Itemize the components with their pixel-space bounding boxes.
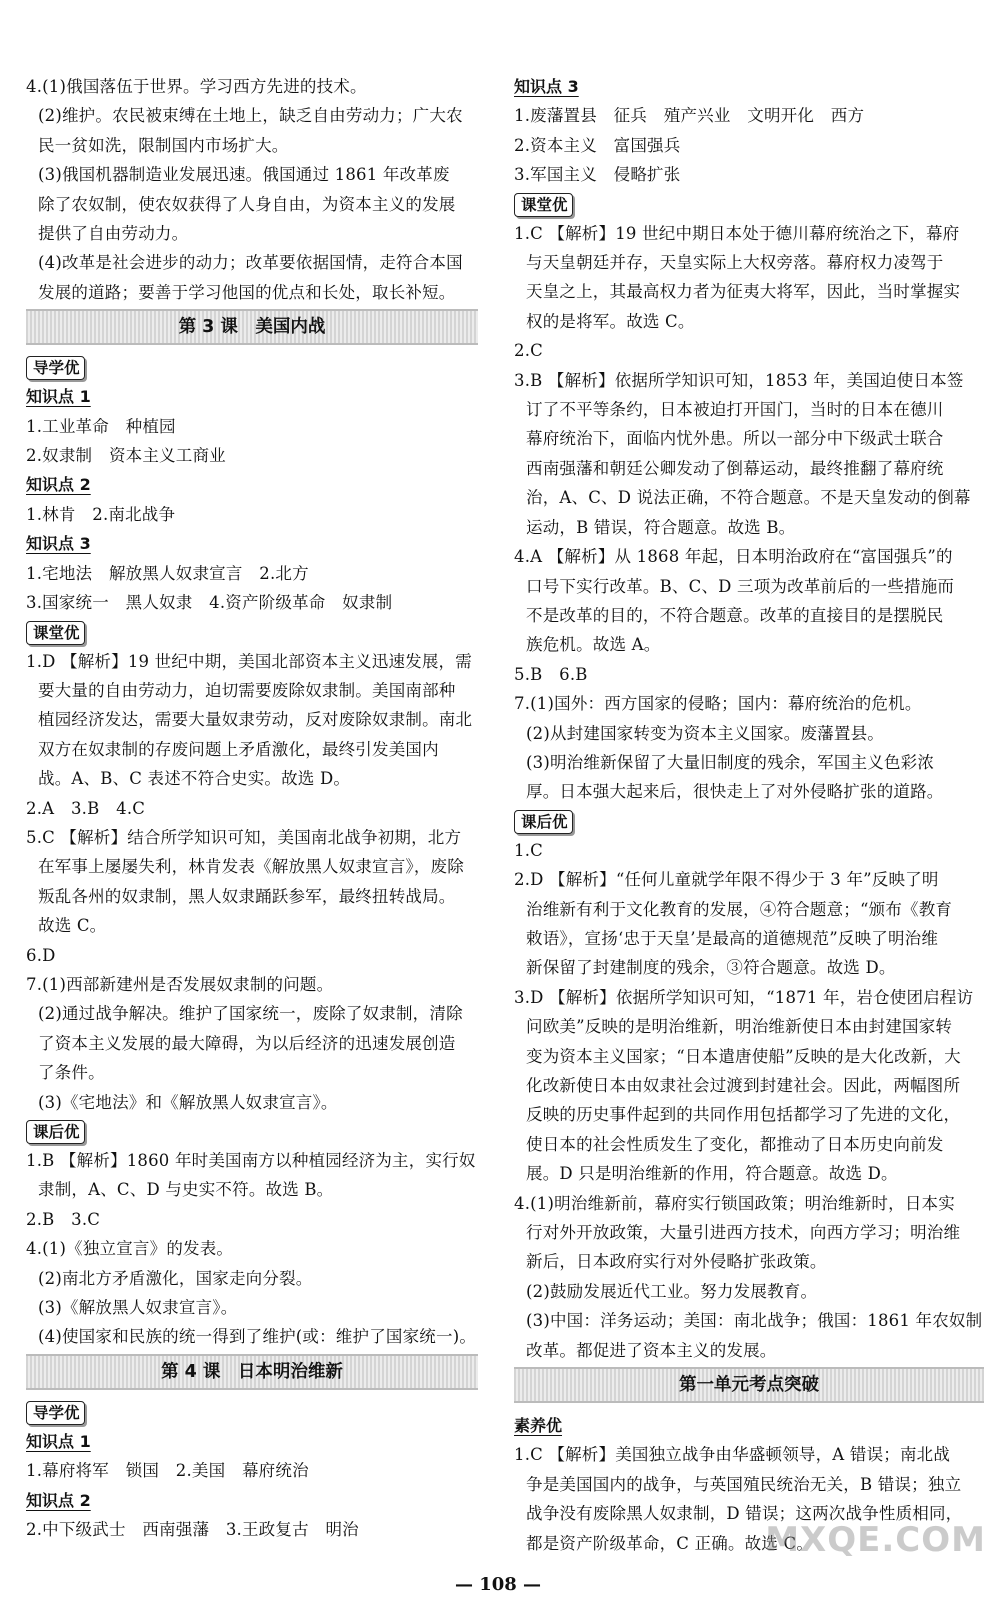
section-badge-daoxue: 导学优 xyxy=(26,1401,85,1425)
answer-line: 4.(1)明治维新前，幕府实行锁国政策；明治维新时，日本实 xyxy=(514,1193,955,1213)
section-badge-kehou-wrap xyxy=(26,1117,478,1146)
answer-line: 7.(1)西部新建州是否发展奴隶制的问题。 xyxy=(26,974,334,994)
answer-line: 1.C 【解析】美国独立战争由华盛顿领导，A 错误；南北战 xyxy=(514,1445,951,1465)
section-badge-ketang-wrap xyxy=(514,190,984,219)
answer-line: 4.A 【解析】从 1868 年起，日本明治政府在“富国强兵”的 xyxy=(514,547,953,567)
answer-line: 4.(1)《独立宣言》的发表。 xyxy=(26,1239,234,1259)
answer-line: (3)明治维新保留了大量旧制度的残余，军国主义色彩浓 xyxy=(526,752,935,772)
answer-line: 化改新使日本由奴隶社会过渡到封建社会。因此，两幅图所 xyxy=(526,1076,961,1095)
answer-line: 6.D xyxy=(26,945,56,965)
answer-line: (3)《宅地法》和《解放黑人奴隶宣言》。 xyxy=(38,1092,338,1112)
section-badge-daoxue-wrap xyxy=(26,353,478,382)
answer-line: 1.B 【解析】1860 年时美国南方以种植园经济为主，实行奴 xyxy=(26,1151,476,1170)
answer-line: 战争没有废除黑人奴隶制，D 错误；这两次战争性质相同， xyxy=(526,1504,963,1524)
right-column xyxy=(514,72,984,1558)
answer-line: 故选 C。 xyxy=(38,916,107,936)
lesson-title-banner: 第 3 课 美国内战 xyxy=(26,309,478,345)
answer-line: 行对外开放政策，大量引进西方技术，向西方学习；明治维 xyxy=(526,1223,961,1243)
answer-line: 2.奴隶制 资本主义工商业 xyxy=(26,446,226,466)
answer-line: 2.C xyxy=(514,341,543,361)
answer-line: 1.宅地法 解放黑人奴隶宣言 2.北方 xyxy=(26,563,309,583)
answer-line: 2.资本主义 富国强兵 xyxy=(514,135,681,155)
answer-line: 发展的道路；要善于学习他国的优点和长处，取长补短。 xyxy=(38,282,456,302)
answer-line: 1.C xyxy=(514,840,543,860)
section-badge-kehou: 课后优 xyxy=(26,1120,85,1144)
answer-line: 展。D 只是明治维新的作用，符合题意。故选 D。 xyxy=(526,1164,898,1184)
page-number: — 108 — xyxy=(454,1574,542,1595)
knowledge-point-heading: 知识点 3 xyxy=(26,534,91,554)
answer-line: (2)从封建国家转变为资本主义国家。废藩置县。 xyxy=(526,723,884,743)
answer-line: 幕府统治下，面临内忧外患。所以一部分中下级武士联合 xyxy=(526,429,944,449)
answer-line: 族危机。故选 A。 xyxy=(526,635,661,655)
knowledge-point-heading: 知识点 1 xyxy=(26,1431,91,1451)
knowledge-point-heading: 知识点 3 xyxy=(514,77,579,96)
answer-line: (4)改革是社会进步的动力；改革要依据国情，走符合本国 xyxy=(38,253,463,273)
answer-line: 使日本的社会性质发生了变化，都推动了日本历史向前发 xyxy=(526,1134,944,1154)
section-badge-ketang-wrap xyxy=(26,618,478,647)
answer-line: 1.C 【解析】19 世纪中期日本处于德川幕府统治之下，幕府 xyxy=(514,223,960,243)
answer-line: 3.B 【解析】依据所学知识可知，1853 年，美国迫使日本签 xyxy=(514,370,964,390)
answer-line: 2.A 3.B 4.C xyxy=(26,798,146,818)
knowledge-point-heading: 知识点 2 xyxy=(26,1490,91,1510)
knowledge-point-heading: 知识点 2 xyxy=(26,475,91,495)
answer-line: 了条件。 xyxy=(38,1063,105,1083)
answer-line: (4)使国家和民族的统一得到了维护(或：维护了国家统一)。 xyxy=(38,1327,477,1347)
answer-line: 3.国家统一 黑人奴隶 4.资产阶级革命 奴隶制 xyxy=(26,593,393,613)
answer-line: 提供了自由劳动力。 xyxy=(38,224,189,244)
answer-line: 隶制，A、C、D 与史实不符。故选 B。 xyxy=(38,1180,334,1200)
answer-line: (2)维护。农民被束缚在土地上，缺乏自由劳动力；广大农 xyxy=(38,106,463,126)
answer-line: 问欧美”反映的是明治维新，明治维新使日本由封建国家转 xyxy=(526,1017,953,1037)
section-label-suyang: 素养优 xyxy=(514,1416,563,1436)
answer-line: 3.D 【解析】依据所学知识可知，“1871 年，岩仓使团启程访 xyxy=(514,987,974,1007)
answer-line: 1.林肯 2.南北战争 xyxy=(26,504,176,524)
answer-line: 都是资产阶级革命，C 正确。故选 C。 xyxy=(526,1533,814,1553)
answer-line: 2.D 【解析】“任何儿童就学年限不得少于 3 年”反映了明 xyxy=(514,870,939,890)
answer-line: 权的是将军。故选 C。 xyxy=(526,311,695,331)
answer-line: (2)南北方矛盾激化，国家走向分裂。 xyxy=(38,1268,313,1288)
answer-line: (3)中国：洋务运动；美国：南北战争；俄国：1861 年农奴制 xyxy=(526,1311,983,1331)
answer-line: 反映的历史事件起到的共同作用包括都学习了先进的文化， xyxy=(526,1105,961,1125)
answer-line: 治，A、C、D 说法正确，不符合题意。不是天皇发动的倒幕 xyxy=(526,488,971,508)
answer-line: 1.工业革命 种植园 xyxy=(26,416,176,436)
answer-line: 改革。都促进了资本主义的发展。 xyxy=(526,1340,777,1360)
answer-line: 在军事上屡屡失利，林肯发表《解放黑人奴隶宣言》，废除 xyxy=(38,857,464,877)
answer-line: 2.中下级武士 西南强藩 3.王政复古 明治 xyxy=(26,1520,359,1540)
answer-line: 敕语》，宣扬‘忠于天皇’是最高的道德规范”反映了明治维 xyxy=(526,928,939,948)
section-badge-daoxue: 导学优 xyxy=(26,356,85,380)
answer-line: 2.B 3.C xyxy=(26,1209,101,1229)
answer-line: 与天皇朝廷并存，天皇实际上大权旁落。幕府权力凌驾于 xyxy=(526,253,944,273)
section-badge-ketang: 课堂优 xyxy=(514,193,573,217)
answer-line: (2)通过战争解决。维护了国家统一，废除了奴隶制，清除 xyxy=(38,1004,463,1024)
watermark: MXQE.COM xyxy=(765,1520,986,1560)
answer-line: 植园经济发达，需要大量奴隶劳动，反对废除奴隶制。南北 xyxy=(38,710,473,730)
lesson-title-banner: 第 4 课 日本明治维新 xyxy=(26,1354,478,1390)
knowledge-point-heading: 知识点 1 xyxy=(26,387,91,407)
answer-line: (2)鼓励发展近代工业。努力发展教育。 xyxy=(526,1281,818,1301)
left-column xyxy=(26,72,478,1544)
answer-line: 1.幕府将军 锁国 2.美国 幕府统治 xyxy=(26,1461,309,1481)
answer-line: 4.(1)俄国落伍于世界。学习西方先进的技术。 xyxy=(26,77,367,96)
answer-line: 民一贫如洗，限制国内市场扩大。 xyxy=(38,135,289,155)
answer-line: 了资本主义发展的最大障碍，为以后经济的迅速发展创造 xyxy=(38,1033,456,1053)
answer-line: 治维新有利于文化教育的发展，④符合题意；“颁布《教育 xyxy=(526,899,953,919)
answer-line: 7.(1)国外：西方国家的侵略；国内：幕府统治的危机。 xyxy=(514,694,922,714)
answer-line: 口号下实行改革。B、C、D 三项为改革前后的一些措施而 xyxy=(526,576,955,596)
answer-line: 叛乱各州的奴隶制，黑人奴隶踊跃参军，最终扭转战局。 xyxy=(38,886,456,906)
section-badge-kehou: 课后优 xyxy=(514,810,573,834)
answer-line: 天皇之上，其最高权力者为征夷大将军，因此，当时掌握实 xyxy=(526,282,961,302)
answer-line: 除了农奴制，使农奴获得了人身自由，为资本主义的发展 xyxy=(38,194,456,214)
unit-title-banner: 第一单元考点突破 xyxy=(514,1367,984,1403)
answer-line: 3.军国主义 侵略扩张 xyxy=(514,165,681,185)
answer-line: 5.C 【解析】结合所学知识可知，美国南北战争初期，北方 xyxy=(26,827,462,847)
answer-line: 1.废藩置县 征兵 殖产兴业 文明开化 西方 xyxy=(514,106,865,126)
answer-line: 要大量的自由劳动力，迫切需要废除奴隶制。美国南部种 xyxy=(38,680,456,700)
answer-line: 运动，B 错误，符合题意。故选 B。 xyxy=(526,517,796,537)
answer-line: (3)俄国机器制造业发展迅速。俄国通过 1861 年改革废 xyxy=(38,165,450,185)
section-badge-kehou-wrap xyxy=(514,807,984,836)
answer-line: 争是美国国内的战争，与英国殖民统治无关，B 错误；独立 xyxy=(526,1474,962,1494)
answer-line: 变为资本主义国家；“日本遣唐使船”反映的是大化改新，大 xyxy=(526,1046,961,1066)
answer-line: 厚。日本强大起来后，很快走上了对外侵略扩张的道路。 xyxy=(526,782,944,802)
answer-line: 1.D 【解析】19 世纪中期，美国北部资本主义迅速发展，需 xyxy=(26,651,472,671)
answer-line: 订了不平等条约，日本被迫打开国门，当时的日本在德川 xyxy=(526,400,944,420)
answer-line: 双方在奴隶制的存废问题上矛盾激化，最终引发美国内 xyxy=(38,739,439,759)
section-badge-ketang: 课堂优 xyxy=(26,621,85,645)
answer-line: 5.B 6.B xyxy=(514,664,588,684)
answer-line: 新后，日本政府实行对外侵略扩张政策。 xyxy=(526,1252,827,1272)
answer-line: 新保留了封建制度的残余，③符合题意。故选 D。 xyxy=(526,958,896,978)
section-badge-daoxue-wrap xyxy=(26,1398,478,1427)
answer-line: 不是改革的目的，不符合题意。改革的直接目的是摆脱民 xyxy=(526,605,944,625)
answer-line: 西南强藩和朝廷公卿发动了倒幕运动，最终推翻了幕府统 xyxy=(526,458,944,478)
answer-line: 战。A、B、C 表述不符合史实。故选 D。 xyxy=(38,769,351,789)
answer-line: (3)《解放黑人奴隶宣言》。 xyxy=(38,1298,238,1318)
